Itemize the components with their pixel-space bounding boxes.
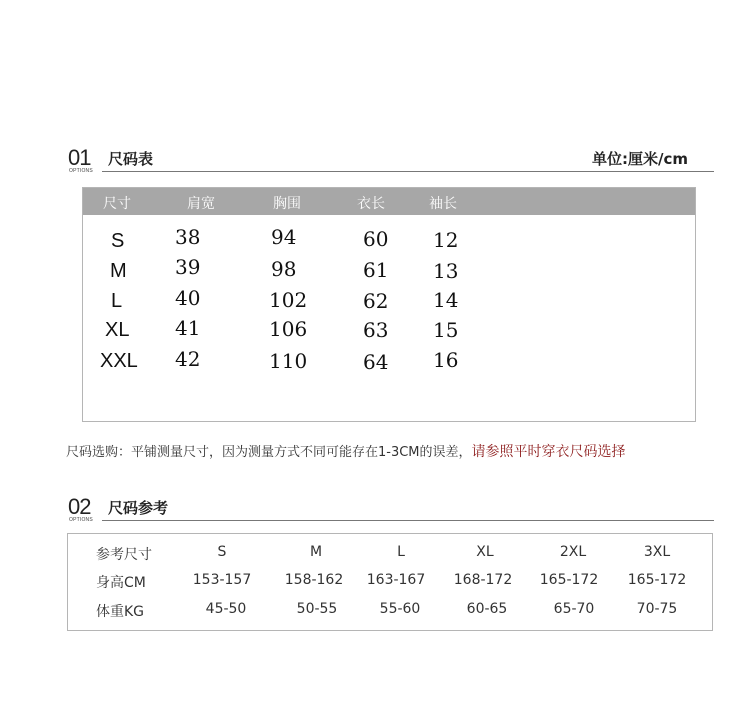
- section-number: 02: [68, 494, 91, 519]
- table-cell-length: 60: [363, 227, 389, 251]
- table-cell-size: M: [110, 260, 127, 282]
- section-options-label: OPTIONS: [69, 517, 93, 523]
- section-heading-size-chart: [68, 145, 714, 175]
- unit-label: 单位:厘米/cm: [592, 150, 688, 168]
- header-length: 衣长: [357, 196, 385, 212]
- table-cell-sleeve: 16: [433, 348, 459, 372]
- table-cell-chest: 98: [271, 257, 297, 281]
- ref-cell-size: 2XL: [559, 544, 587, 560]
- ref-cell-weight: 45-50: [205, 601, 247, 617]
- header-shoulder: 肩宽: [187, 196, 215, 212]
- table-cell-sleeve: 15: [433, 318, 459, 342]
- ref-cell-size: L: [397, 544, 405, 560]
- heading-divider: [102, 520, 714, 521]
- sizing-note-highlight: 请参照平时穿衣尺码选择: [471, 444, 626, 460]
- section-title: 尺码参考: [108, 499, 169, 517]
- ref-cell-weight: 70-75: [636, 601, 678, 617]
- table-cell-shoulder: 40: [175, 286, 201, 310]
- table-cell-length: 61: [363, 258, 389, 282]
- table-cell-length: 63: [363, 318, 389, 342]
- ref-cell-size: 3XL: [643, 544, 671, 560]
- header-size: 尺寸: [103, 196, 131, 212]
- section-options-label: OPTIONS: [69, 168, 93, 174]
- table-cell-chest: 106: [269, 317, 308, 341]
- table-cell-length: 64: [363, 350, 389, 374]
- row-label-size: 参考尺寸: [96, 547, 152, 563]
- ref-cell-size: M: [309, 544, 323, 560]
- heading-divider: [102, 171, 714, 172]
- section-number: 01: [68, 145, 91, 170]
- size-table-header: [83, 188, 695, 215]
- ref-cell-height: 168-172: [453, 572, 513, 588]
- table-cell-size: S: [111, 230, 125, 252]
- ref-cell-weight: 55-60: [379, 601, 421, 617]
- section-heading-size-reference: [68, 494, 714, 524]
- ref-cell-height: 163-167: [366, 572, 426, 588]
- sizing-note-text: 尺码选购：平铺测量尺寸，因为测量方式不同可能存在1-3CM的误差，: [66, 445, 472, 460]
- table-cell-chest: 110: [269, 349, 308, 373]
- table-cell-size: XXL: [100, 350, 138, 372]
- size-reference-table: [67, 533, 713, 631]
- table-cell-shoulder: 38: [175, 225, 201, 249]
- sizing-note: [66, 441, 626, 461]
- ref-cell-weight: 50-55: [296, 601, 338, 617]
- table-cell-shoulder: 42: [175, 347, 201, 371]
- table-cell-length: 62: [363, 289, 389, 313]
- table-cell-sleeve: 12: [433, 228, 459, 252]
- table-cell-shoulder: 39: [175, 255, 201, 279]
- ref-cell-height: 165-172: [627, 572, 687, 588]
- table-cell-chest: 94: [271, 225, 297, 249]
- ref-cell-size: XL: [476, 544, 494, 560]
- header-chest: 胸围: [273, 196, 301, 212]
- ref-cell-weight: 65-70: [553, 601, 595, 617]
- ref-cell-height: 165-172: [539, 572, 599, 588]
- ref-cell-height: 153-157: [192, 572, 252, 588]
- table-cell-size: L: [111, 290, 123, 312]
- row-label-weight: 体重KG: [96, 604, 145, 620]
- table-cell-chest: 102: [269, 288, 308, 312]
- table-cell-sleeve: 14: [433, 288, 459, 312]
- ref-cell-size: S: [217, 544, 227, 560]
- section-title: 尺码表: [108, 150, 154, 168]
- size-table: [82, 187, 696, 422]
- table-cell-shoulder: 41: [175, 316, 201, 340]
- table-cell-sleeve: 13: [433, 259, 459, 283]
- ref-cell-height: 158-162: [284, 572, 344, 588]
- ref-cell-weight: 60-65: [466, 601, 508, 617]
- row-label-height: 身高CM: [96, 575, 146, 591]
- table-cell-size: XL: [105, 319, 130, 341]
- header-sleeve: 袖长: [429, 196, 457, 212]
